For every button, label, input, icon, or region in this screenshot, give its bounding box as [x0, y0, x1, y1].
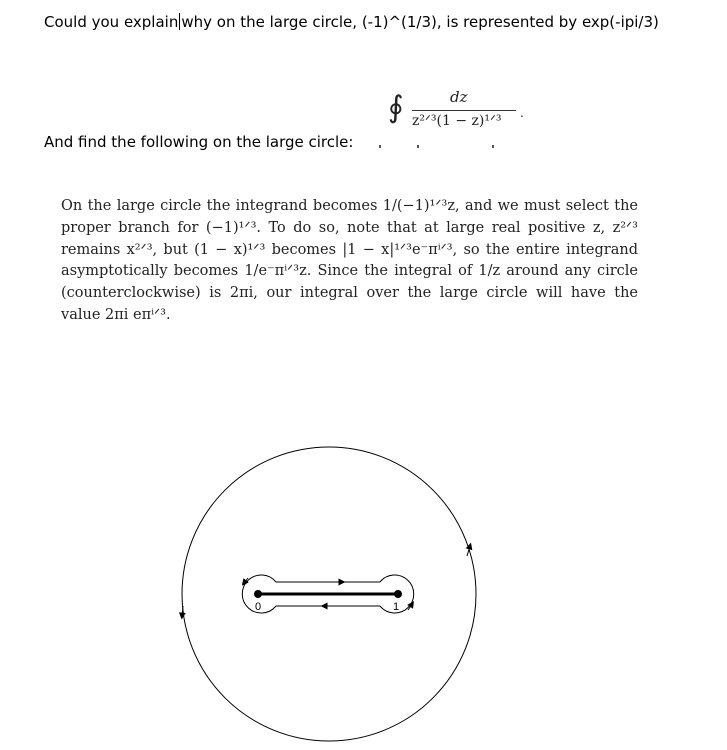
branch-point-zero [254, 590, 262, 598]
contour-integral-sign: ∮ [388, 90, 404, 125]
explanation-paragraph: On the large circle the integrand becomes 1/(−1)¹ᐟ³z, and we must select the proper branch for (−1)¹ᐟ³. To do so, note that at large real positive z, z²ᐟ³ remains x²ᐟ³, but (1 − x)¹ᐟ³ becomes |1 − x|¹ᐟ³e⁻πⁱᐟ³, so the entire integrand asymptotically becomes 1/e⁻πⁱᐟ³z. Since the integral of 1/z around any circle (counterclockwise) is 2πi, our integral over the large circle will have the value 2πi eπⁱᐟ³. [61, 198, 638, 323]
integral-trailing-mark: . [520, 106, 524, 120]
point-label-zero: 0 [254, 601, 262, 613]
integral-denominator: z²ᐟ³(1 − z)¹ᐟ³ [412, 113, 502, 129]
find-label: And find the following on the large circle: [44, 133, 354, 151]
branch-point-one [394, 590, 402, 598]
question-text-start: Could you explain [44, 13, 179, 31]
integral-numerator: dz [450, 88, 468, 106]
point-label-one: 1 [392, 601, 400, 613]
question-text-end: why on the large circle, (-1)^(1/3), is represented by exp(-ipi/3) [181, 13, 659, 31]
